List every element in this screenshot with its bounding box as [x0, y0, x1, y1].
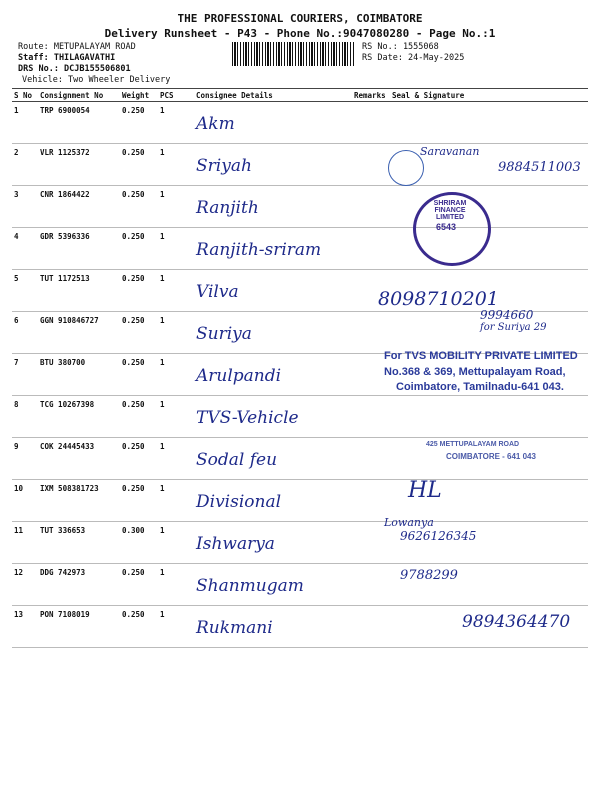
row-consignee	[194, 144, 352, 186]
row-sno: 12	[12, 564, 38, 606]
rs-date: RS Date: 24-May-2025	[362, 53, 465, 63]
row-consignee	[194, 270, 352, 312]
row-sno: 7	[12, 354, 38, 396]
runsheet-title: THE PROFESSIONAL COURIERS, COIMBATORE	[177, 12, 423, 25]
staff-label: Staff: THILAGAVATHI	[18, 53, 116, 63]
row-sno: 2	[12, 144, 38, 186]
col-consignee: Consignee Details	[194, 89, 352, 102]
phone-6b: 9994660	[480, 308, 534, 322]
consignee-handwriting: Divisional	[196, 492, 282, 512]
row-consignment: PON 7108019	[38, 606, 120, 648]
row-consignee	[194, 480, 352, 522]
row-pcs: 1	[158, 228, 194, 270]
consignee-handwriting: Ranjith-sriram	[196, 240, 322, 260]
row-remarks	[352, 564, 390, 606]
table-row	[12, 396, 588, 438]
row-consignee	[194, 312, 352, 354]
table-row	[12, 228, 588, 270]
col-weight: Weight	[120, 89, 158, 102]
row-remarks	[352, 102, 390, 144]
drs-label: DRS No.: DCJB155506801	[18, 64, 131, 74]
table-row	[12, 522, 588, 564]
row-pcs: 1	[158, 522, 194, 564]
route-label: Route: METUPALAYAM ROAD	[18, 42, 136, 52]
consignee-handwriting: Akm	[196, 114, 235, 134]
signature-2: Saravanan	[420, 145, 480, 158]
row-weight: 0.250	[120, 102, 158, 144]
row-consignment: GGN 910846727	[38, 312, 120, 354]
shriram-seal-code: 6543	[436, 222, 457, 232]
row-pcs: 1	[158, 564, 194, 606]
row-pcs: 1	[158, 480, 194, 522]
row-remarks	[352, 228, 390, 270]
barcode	[232, 42, 354, 66]
table-row	[12, 270, 588, 312]
row-sno: 3	[12, 186, 38, 228]
row-pcs: 1	[158, 354, 194, 396]
name-11: Lowanya	[384, 516, 434, 529]
tvs-stamp-line3: Coimbatore, Tamilnadu-641 043.	[396, 381, 564, 393]
table-row	[12, 102, 588, 144]
row-weight: 0.250	[120, 564, 158, 606]
phone-11: 9626126345	[400, 529, 477, 543]
runsheet-subtitle: Delivery Runsheet - P43 - Phone No.:9047080280 - Page No.:1	[104, 27, 496, 40]
row-sno: 11	[12, 522, 38, 564]
consignee-handwriting: Vilva	[196, 282, 239, 302]
row-consignee	[194, 186, 352, 228]
row-remarks	[352, 606, 390, 648]
tvs-stamp-line2: No.368 & 369, Mettupalayam Road,	[384, 366, 566, 378]
consignee-handwriting: Suriya	[196, 324, 252, 344]
consignee-handwriting: Sodal feu	[196, 450, 278, 470]
row-weight: 0.250	[120, 144, 158, 186]
row-pcs: 1	[158, 270, 194, 312]
row-consignee	[194, 564, 352, 606]
row-pcs: 1	[158, 144, 194, 186]
vehicle-label: Vehicle: Two Wheeler Delivery	[22, 75, 171, 85]
row-sno: 9	[12, 438, 38, 480]
stamp9-line1: 425 METTUPALAYAM ROAD	[426, 441, 520, 448]
row-consignee	[194, 228, 352, 270]
partial-seal	[388, 150, 424, 186]
consignee-handwriting: Rukmani	[196, 618, 273, 638]
phone-6: 8098710201	[378, 288, 499, 310]
note-6: for Suriya 29	[480, 322, 547, 333]
col-signature: Seal & Signature	[390, 89, 588, 102]
row-weight: 0.250	[120, 396, 158, 438]
col-consignment: Consignment No	[38, 89, 120, 102]
row-consignment: VLR 1125372	[38, 144, 120, 186]
consignee-handwriting: Ranjith	[196, 198, 259, 218]
row-pcs: 1	[158, 312, 194, 354]
rs-number: RS No.: 1555068	[362, 42, 439, 52]
row-signature	[390, 102, 588, 144]
row-sno: 10	[12, 480, 38, 522]
row-sno: 4	[12, 228, 38, 270]
row-pcs: 1	[158, 102, 194, 144]
row-remarks	[352, 438, 390, 480]
row-weight: 0.250	[120, 270, 158, 312]
row-weight: 0.250	[120, 606, 158, 648]
consignee-handwriting: TVS-Vehicle	[196, 408, 299, 428]
col-pcs: PCS	[158, 89, 194, 102]
phone-12: 9788299	[400, 568, 458, 583]
row-consignment: CNR 1864422	[38, 186, 120, 228]
row-consignment: DDG 742973	[38, 564, 120, 606]
row-consignee	[194, 102, 352, 144]
row-consignment: COK 24445433	[38, 438, 120, 480]
row-weight: 0.300	[120, 522, 158, 564]
consignee-handwriting: Shanmugam	[196, 576, 304, 596]
shriram-seal-text: SHRIRAM FINANCE LIMITED	[433, 200, 467, 221]
consignee-handwriting: Arulpandi	[196, 366, 282, 386]
tvs-stamp-line1: For TVS MOBILITY PRIVATE LIMITED	[384, 350, 578, 362]
row-sno: 8	[12, 396, 38, 438]
row-sno: 5	[12, 270, 38, 312]
row-sno: 1	[12, 102, 38, 144]
row-remarks	[352, 186, 390, 228]
row-sno: 6	[12, 312, 38, 354]
row-consignee	[194, 606, 352, 648]
row-pcs: 1	[158, 438, 194, 480]
table-row	[12, 564, 588, 606]
table-row	[12, 186, 588, 228]
col-remarks: Remarks	[352, 89, 390, 102]
row-consignment: GDR 5396336	[38, 228, 120, 270]
row-consignment: IXM 508381723	[38, 480, 120, 522]
row-consignment: TUT 1172513	[38, 270, 120, 312]
row-weight: 0.250	[120, 438, 158, 480]
row-weight: 0.250	[120, 354, 158, 396]
row-consignment: TUT 336653	[38, 522, 120, 564]
phone-13: 9894364470	[462, 612, 571, 632]
row-weight: 0.250	[120, 480, 158, 522]
row-consignee	[194, 438, 352, 480]
row-consignment: TCG 10267398	[38, 396, 120, 438]
row-remarks	[352, 396, 390, 438]
row-consignment: BTU 380700	[38, 354, 120, 396]
row-pcs: 1	[158, 606, 194, 648]
table-header-row	[12, 89, 588, 102]
row-pcs: 1	[158, 396, 194, 438]
row-consignee	[194, 522, 352, 564]
row-weight: 0.250	[120, 186, 158, 228]
row-weight: 0.250	[120, 228, 158, 270]
row-remarks	[352, 312, 390, 354]
col-sno: S No	[12, 89, 38, 102]
signature-10: HL	[408, 478, 442, 503]
phone-2: 9884511003	[498, 160, 581, 175]
stamp9-line2: COIMBATORE - 641 043	[446, 452, 536, 461]
row-consignee	[194, 354, 352, 396]
row-signature	[390, 396, 588, 438]
consignee-handwriting: Sriyah	[196, 156, 252, 176]
table-row	[12, 480, 588, 522]
row-remarks	[352, 144, 390, 186]
consignee-handwriting: Ishwarya	[196, 534, 275, 554]
row-weight: 0.250	[120, 312, 158, 354]
row-pcs: 1	[158, 186, 194, 228]
row-consignee	[194, 396, 352, 438]
row-sno: 13	[12, 606, 38, 648]
row-consignment: TRP 6900054	[38, 102, 120, 144]
